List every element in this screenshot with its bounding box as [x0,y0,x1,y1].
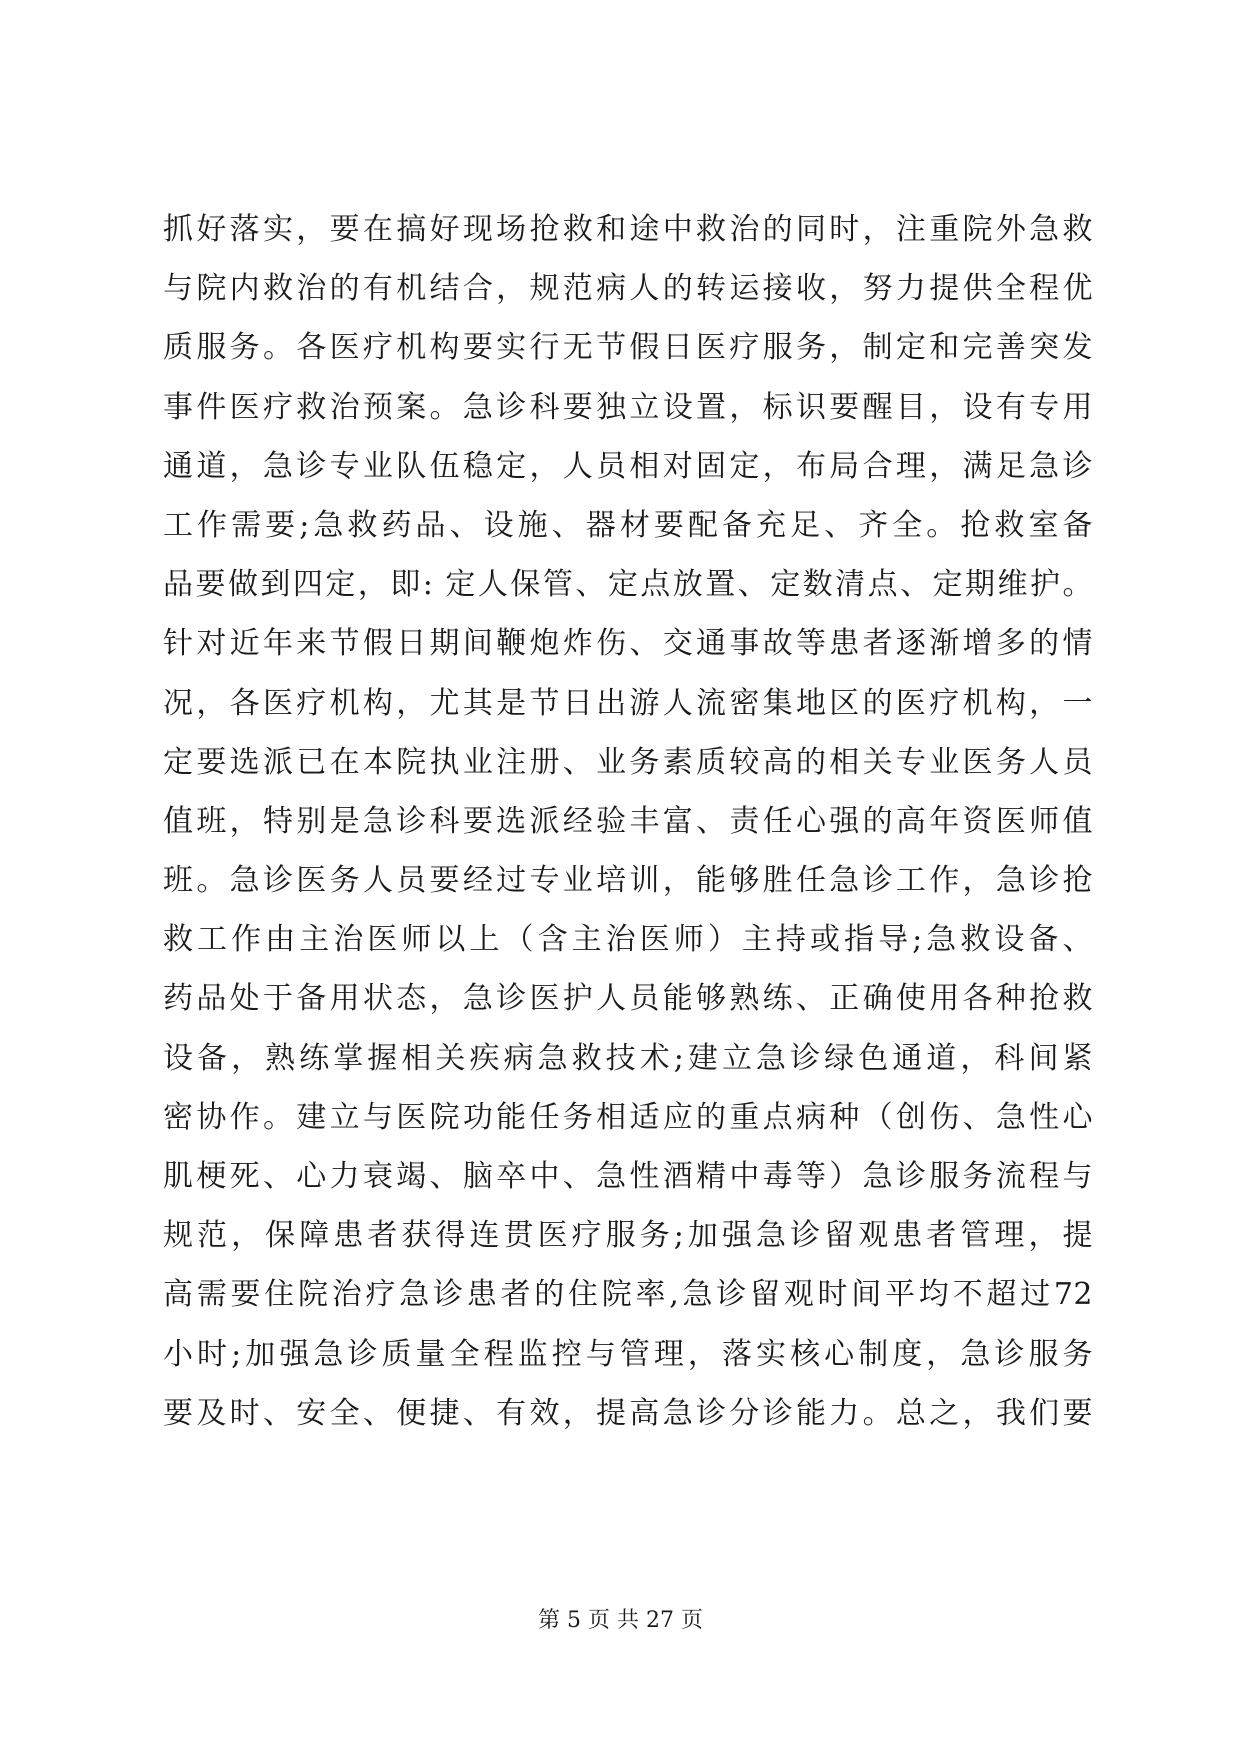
text-line: 通道，急诊专业队伍稳定，人员相对固定，布局合理，满足急诊 [163,448,1093,484]
text-line: 设备，熟练掌握相关疾病急救技术;建立急诊绿色通道，科间紧 [163,1040,1093,1076]
text-line: 高需要住院治疗急诊患者的住院率,急诊留观时间平均不超过72 [163,1277,1093,1313]
text-line: 规范，保障患者获得连贯医疗服务;加强急诊留观患者管理，提 [163,1218,1093,1254]
page-footer: 第 5 页 共 27 页 [538,1608,703,1633]
text-line: 品要做到四定，即: 定人保管、定点放置、定数清点、定期维护。 [163,567,1093,603]
text-line: 与院内救治的有机结合，规范病人的转运接收，努力提供全程优 [163,271,1093,307]
text-line: 要及时、安全、便捷、有效，提高急诊分诊能力。总之，我们要 [163,1395,1093,1431]
text-line: 针对近年来节假日期间鞭炮炸伤、交通事故等患者逐渐增多的情 [163,626,1093,662]
text-line: 况，各医疗机构，尤其是节日出游人流密集地区的医疗机构，一 [163,685,1093,721]
text-line: 质服务。各医疗机构要实行无节假日医疗服务，制定和完善突发 [163,330,1093,366]
text-line: 抓好落实，要在搞好现场抢救和途中救治的同时，注重院外急救 [163,212,1093,247]
text-line: 班。急诊医务人员要经过专业培训，能够胜任急诊工作，急诊抢 [163,863,1093,899]
text-line: 定要选派已在本院执业注册、业务素质较高的相关专业医务人员 [163,744,1093,780]
text-line: 事件医疗救治预案。急诊科要独立设置，标识要醒目，设有专用 [163,389,1093,425]
text-line: 小时;加强急诊质量全程监控与管理，落实核心制度，急诊服务 [163,1336,1093,1372]
text-line: 密协作。建立与医院功能任务相适应的重点病种（创伤、急性心 [163,1099,1093,1135]
text-line: 救工作由主治医师以上（含主治医师）主持或指导;急救设备、 [163,922,1093,958]
body-text [163,200,1093,1443]
text-line: 肌梗死、心力衰竭、脑卒中、急性酒精中毒等）急诊服务流程与 [163,1159,1093,1194]
text-line: 工作需要;急救药品、设施、器材要配备充足、齐全。抢救室备 [163,507,1093,543]
text-line: 值班，特别是急诊科要选派经验丰富、责任心强的高年资医师值 [163,803,1093,839]
text-line: 药品处于备用状态，急诊医护人员能够熟练、正确使用各种抢救 [163,981,1093,1017]
